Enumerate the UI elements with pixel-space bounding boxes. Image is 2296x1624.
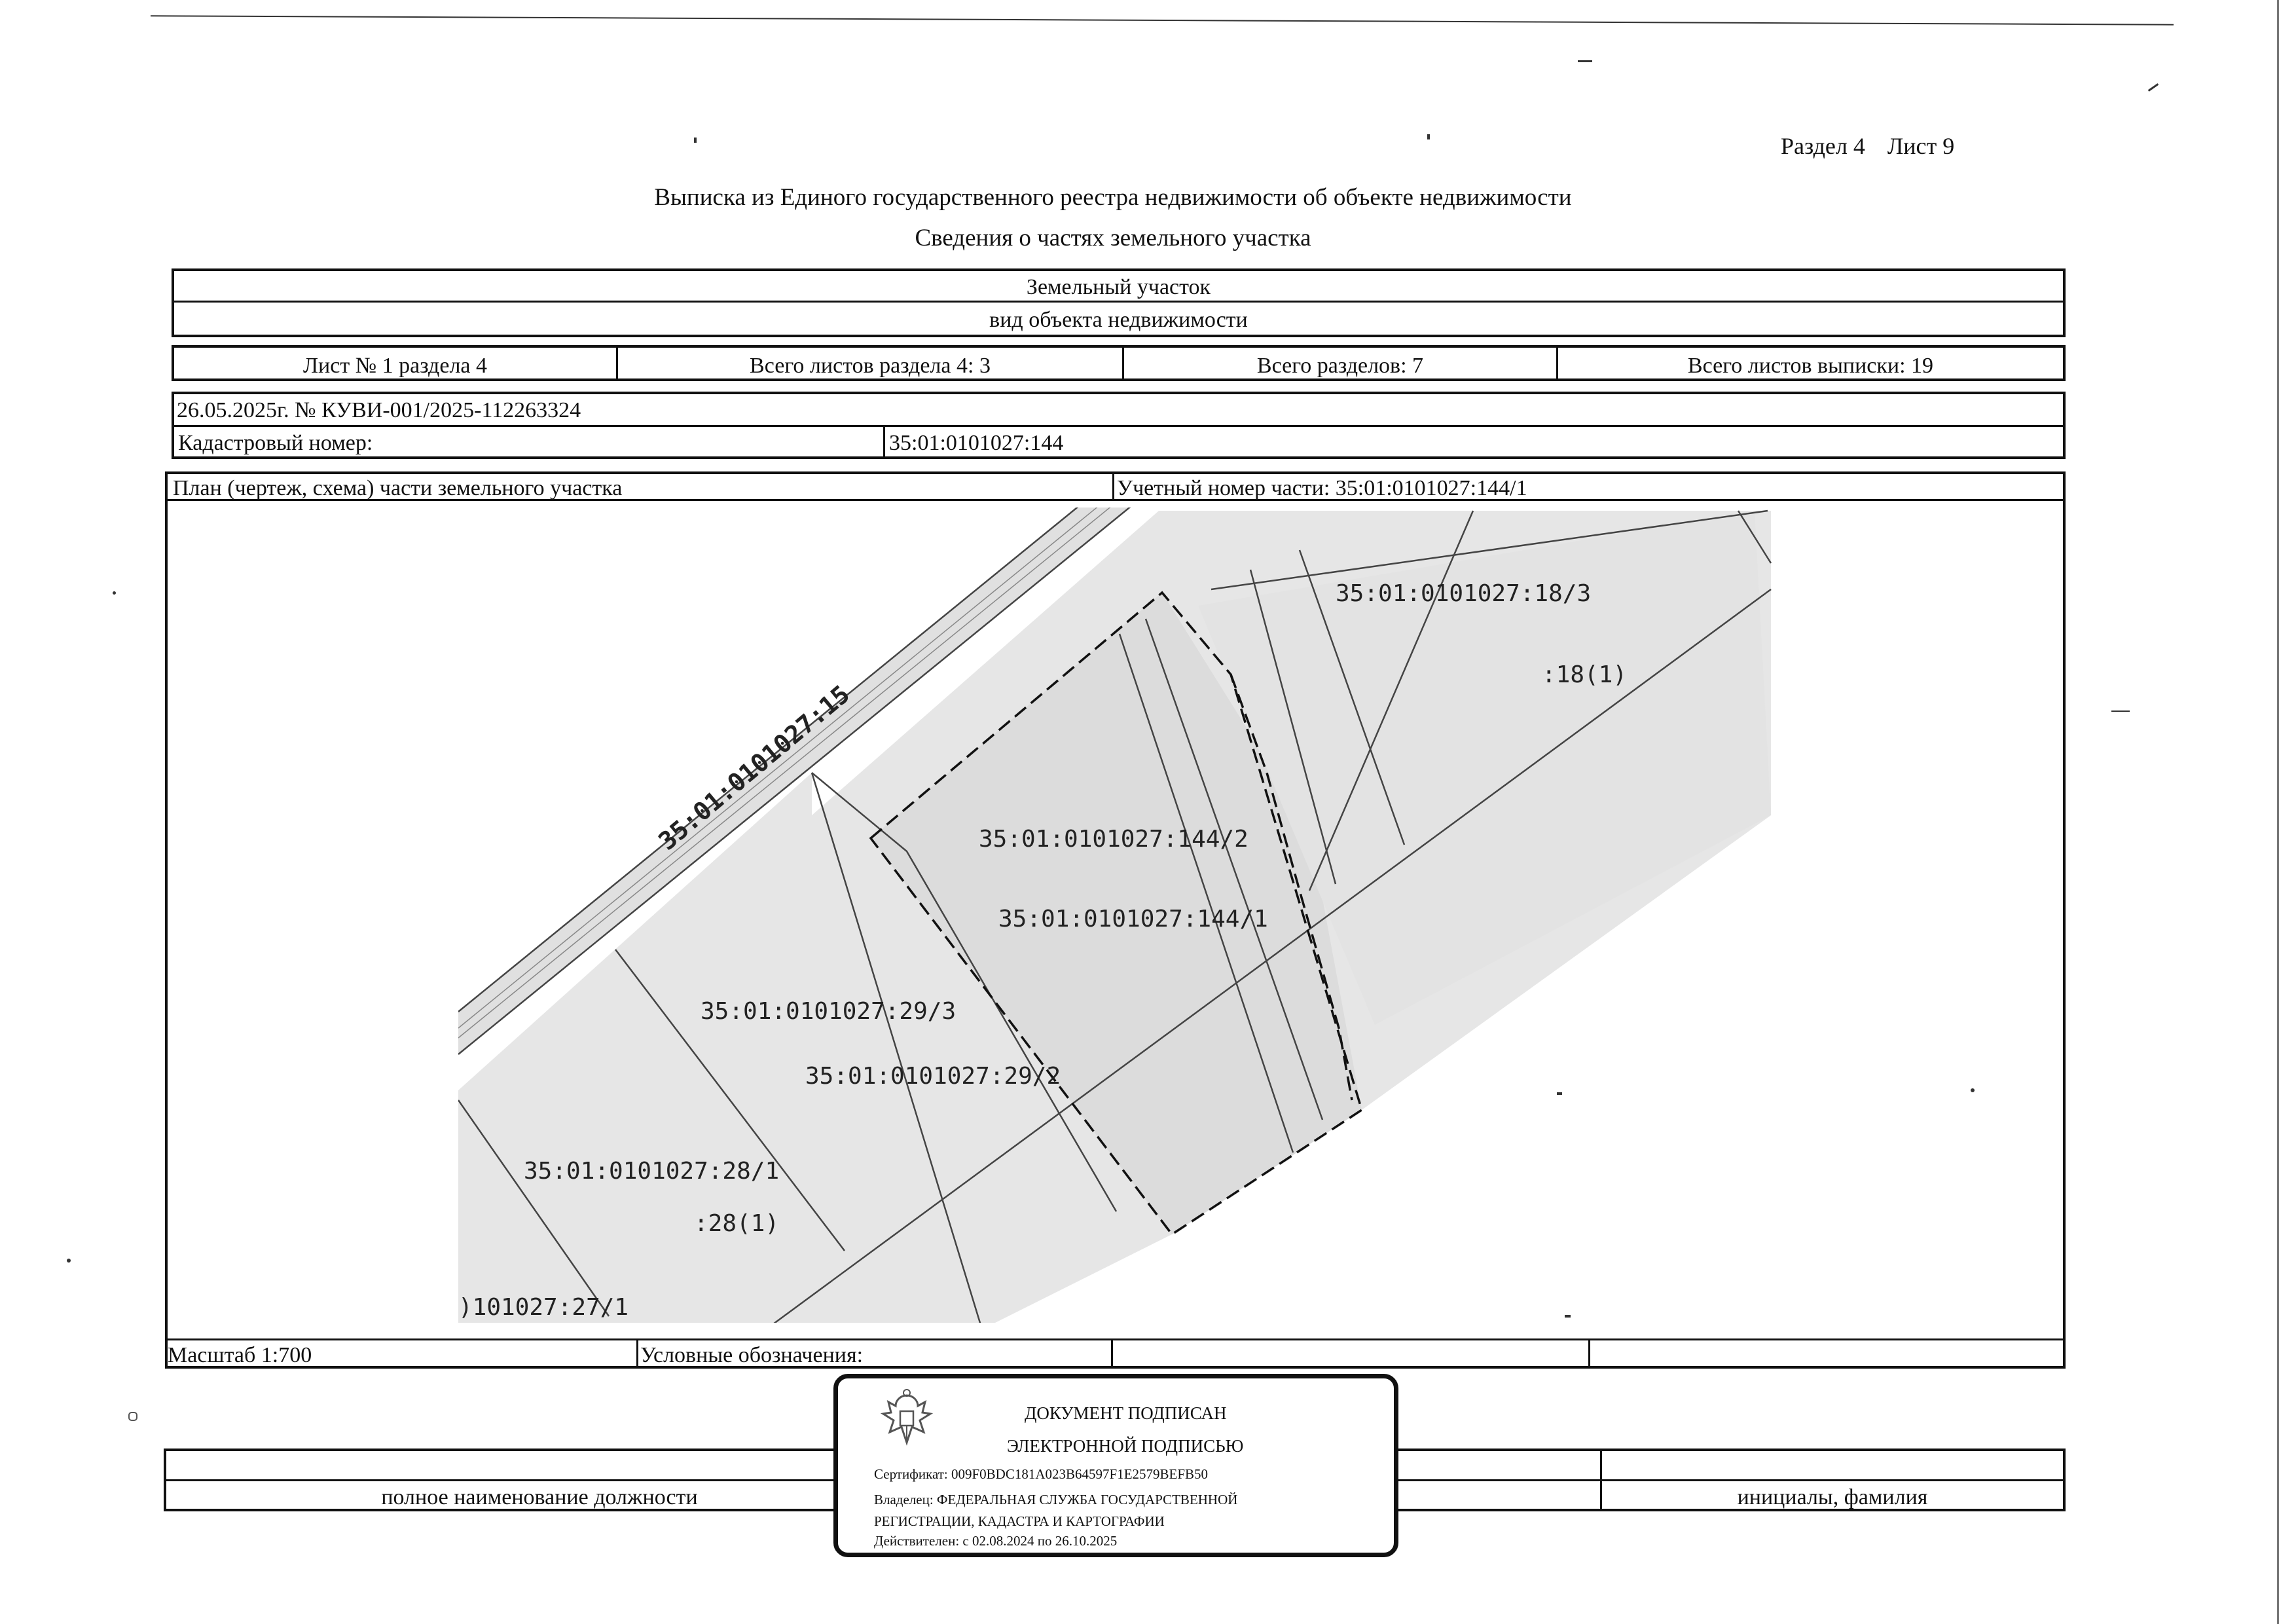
sheets-table [172, 345, 2066, 381]
label-parcel-18-3: 35:01:0101027:18/3 [1336, 580, 1592, 607]
scan-mark [151, 15, 2174, 25]
document-info-table [172, 392, 2066, 459]
label-parcel-27-1: )101027:27/1 [458, 1294, 629, 1321]
document-subtitle: Сведения о частях земельного участка [915, 225, 1311, 251]
label-parcel-144-2: 35:01:0101027:144/2 [979, 826, 1248, 853]
label-parcel-28-1b: :28(1) [694, 1210, 780, 1237]
divider [883, 425, 885, 456]
document-title: Выписка из Единого государственного реестра недвижимости об объекте недвижимости [654, 184, 1572, 211]
section-sheets-count: Всего листов раздела 4: 3 [750, 354, 991, 378]
scan-mark [694, 138, 697, 143]
sheet-ref: Лист 9 [1887, 133, 1955, 159]
label-parcel-18-1: :18(1) [1542, 661, 1628, 688]
scan-mark [67, 1259, 71, 1263]
label-parcel-28-1: 35:01:0101027:28/1 [524, 1158, 780, 1185]
label-parcel-29-3: 35:01:0101027:29/3 [701, 998, 957, 1025]
name-caption: инициалы, фамилия [1737, 1485, 1928, 1509]
cadastral-label: Кадастровый номер: [178, 431, 373, 455]
object-type-table [172, 268, 2066, 337]
divider [168, 1338, 2063, 1340]
emblem-icon [874, 1386, 939, 1452]
divider [1112, 474, 1114, 500]
stamp-line-1: ДОКУМЕНТ ПОДПИСАН [1025, 1403, 1227, 1423]
scale: Масштаб 1:700 [168, 1343, 312, 1367]
stamp-line-2: ЭЛЕКТРОННОЙ ПОДПИСЬЮ [1007, 1436, 1244, 1456]
sheet-reference [1781, 134, 1954, 158]
scan-mark [1578, 60, 1592, 62]
object-type-caption: вид объекта недвижимости [989, 308, 1248, 332]
legend-label: Условные обозначения: [640, 1343, 864, 1367]
divider [636, 1338, 638, 1366]
position-caption: полное наименование должности [381, 1485, 698, 1509]
scan-mark [1427, 134, 1430, 139]
stamp-owner-2: РЕГИСТРАЦИИ, КАДАСТРА И КАРТОГРАФИИ [874, 1513, 1165, 1529]
label-parcel-144-1: 35:01:0101027:144/1 [998, 906, 1268, 932]
cadastral-number: 35:01:0101027:144 [889, 431, 1064, 455]
sheet-number: Лист № 1 раздела 4 [303, 354, 487, 378]
date-number: 26.05.2025г. № КУВИ-001/2025-112263324 [177, 398, 581, 422]
label-parcel-29-2: 35:01:0101027:29/2 [805, 1063, 1061, 1090]
electronic-signature-stamp [833, 1374, 1398, 1557]
plan-drawing [164, 500, 2062, 1328]
label-road: 35:01:0101027:15 [653, 679, 856, 856]
divider [1588, 1338, 1590, 1366]
scan-mark [128, 1412, 137, 1421]
divider [1111, 1338, 1113, 1366]
scan-mark [113, 591, 116, 595]
stamp-validity: Действителен: с 02.08.2024 по 26.10.2025 [874, 1533, 1118, 1549]
divider [174, 425, 2063, 427]
total-sections: Всего разделов: 7 [1256, 354, 1424, 378]
stamp-owner-1: Владелец: ФЕДЕРАЛЬНАЯ СЛУЖБА ГОСУДАРСТВЕННОЙ [874, 1492, 1238, 1507]
scan-mark [2148, 83, 2159, 92]
object-type-value: Земельный участок [1026, 275, 1211, 299]
section-ref: Раздел 4 [1781, 133, 1865, 159]
total-sheets: Всего листов выписки: 19 [1687, 354, 1934, 378]
divider [174, 301, 2063, 303]
part-number: Учетный номер части: 35:01:0101027:144/1 [1117, 476, 1527, 500]
plan-title: План (чертеж, схема) части земельного участка [173, 476, 623, 500]
scan-mark [2277, 0, 2279, 1624]
scan-mark [2111, 710, 2130, 712]
stamp-certificate: Сертификат: 009F0BDC181A023B64597F1E2579BEFB50 [874, 1466, 1209, 1482]
